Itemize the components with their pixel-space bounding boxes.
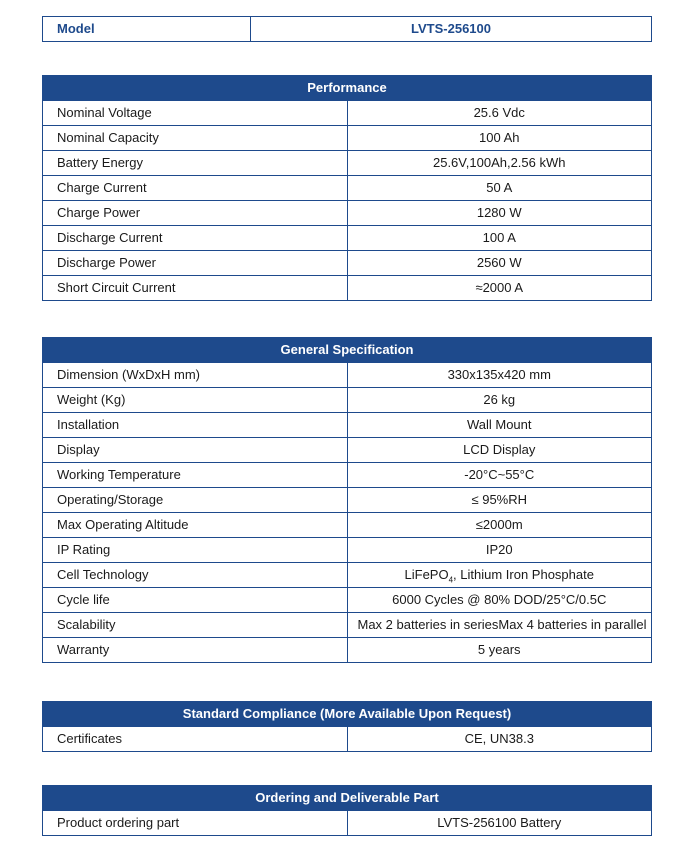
spec-label: Scalability: [43, 613, 348, 638]
spec-row: [43, 276, 652, 301]
spec-row: [43, 613, 652, 638]
spec-value: 25.6V,100Ah,2.56 kWh: [347, 151, 652, 176]
spec-row: [43, 563, 652, 588]
cell-chem-text: LiFePO: [404, 567, 449, 582]
spec-row: [43, 388, 652, 413]
spec-value: IP20: [347, 538, 652, 563]
spec-value: 1280 W: [347, 201, 652, 226]
spec-label: Max Operating Altitude: [43, 513, 348, 538]
compliance-table: [42, 701, 652, 752]
spec-row: [43, 638, 652, 663]
model-table: [42, 16, 652, 42]
spec-label: Product ordering part: [43, 811, 348, 836]
model-label: Model: [43, 17, 251, 42]
spec-row: [43, 538, 652, 563]
spec-label: Cycle life: [43, 588, 348, 613]
spec-row: [43, 363, 652, 388]
spec-label: Certificates: [43, 727, 348, 752]
spec-label: Nominal Capacity: [43, 126, 348, 151]
spec-label: Warranty: [43, 638, 348, 663]
spec-label: Operating/Storage: [43, 488, 348, 513]
ordering-title: Ordering and Deliverable Part: [43, 786, 652, 811]
spec-label: Short Circuit Current: [43, 276, 348, 301]
spec-label: Charge Current: [43, 176, 348, 201]
cell-chem-subscript: 4: [448, 575, 454, 585]
general-spec-title: General Specification: [43, 338, 652, 363]
spec-value: CE, UN38.3: [347, 727, 652, 752]
spec-row: [43, 811, 652, 836]
spec-label: Discharge Current: [43, 226, 348, 251]
spec-row: [43, 588, 652, 613]
spec-value: -20°C~55°C: [347, 463, 652, 488]
compliance-title: Standard Compliance (More Available Upon Request): [43, 702, 652, 727]
spec-value: 6000 Cycles @ 80% DOD/25°C/0.5C: [347, 588, 652, 613]
spec-value: 100 A: [347, 226, 652, 251]
spec-label: Installation: [43, 413, 348, 438]
spec-value: ≤2000m: [347, 513, 652, 538]
spec-value: Wall Mount: [347, 413, 652, 438]
spec-row: [43, 226, 652, 251]
spec-value: 25.6 Vdc: [347, 101, 652, 126]
spec-value: 2560 W: [347, 251, 652, 276]
spec-row: [43, 463, 652, 488]
spec-label: Nominal Voltage: [43, 101, 348, 126]
spec-value: ≤ 95%RH: [347, 488, 652, 513]
spec-row: [43, 413, 652, 438]
cell-chem-desc: , Lithium Iron Phosphate: [453, 567, 594, 582]
spec-label: Dimension (WxDxH mm): [43, 363, 348, 388]
spec-row: [43, 201, 652, 226]
scalability-series: Max 2 batteries in series: [357, 617, 499, 632]
spec-label: Battery Energy: [43, 151, 348, 176]
spec-value: 5 years: [347, 638, 652, 663]
spec-row: [43, 438, 652, 463]
spec-value: LVTS-256100 Battery: [347, 811, 652, 836]
spec-label: IP Rating: [43, 538, 348, 563]
performance-title: Performance: [43, 76, 652, 101]
spec-value: 100 Ah: [347, 126, 652, 151]
spec-value: 330x135x420 mm: [347, 363, 652, 388]
model-value: LVTS-256100: [251, 17, 652, 42]
spec-row: [43, 101, 652, 126]
spec-label: Weight (Kg): [43, 388, 348, 413]
performance-table: [42, 75, 652, 301]
spec-label: Discharge Power: [43, 251, 348, 276]
spec-value: ≈2000 A: [347, 276, 652, 301]
spec-label: Charge Power: [43, 201, 348, 226]
spec-row: [43, 488, 652, 513]
spec-row: [43, 151, 652, 176]
spec-row: [43, 126, 652, 151]
spec-value: [347, 613, 652, 638]
ordering-table: [42, 785, 652, 836]
spec-value: [347, 563, 652, 588]
spec-label: Display: [43, 438, 348, 463]
spec-row: [43, 251, 652, 276]
scalability-parallel: Max 4 batteries in parallel: [498, 617, 647, 632]
spec-label: Cell Technology: [43, 563, 348, 588]
spec-label: Working Temperature: [43, 463, 348, 488]
spec-value: LCD Display: [347, 438, 652, 463]
general-spec-table: [42, 337, 652, 663]
spec-value: 26 kg: [347, 388, 652, 413]
spec-row: [43, 727, 652, 752]
spec-value: 50 A: [347, 176, 652, 201]
spec-row: [43, 513, 652, 538]
spec-row: [43, 176, 652, 201]
